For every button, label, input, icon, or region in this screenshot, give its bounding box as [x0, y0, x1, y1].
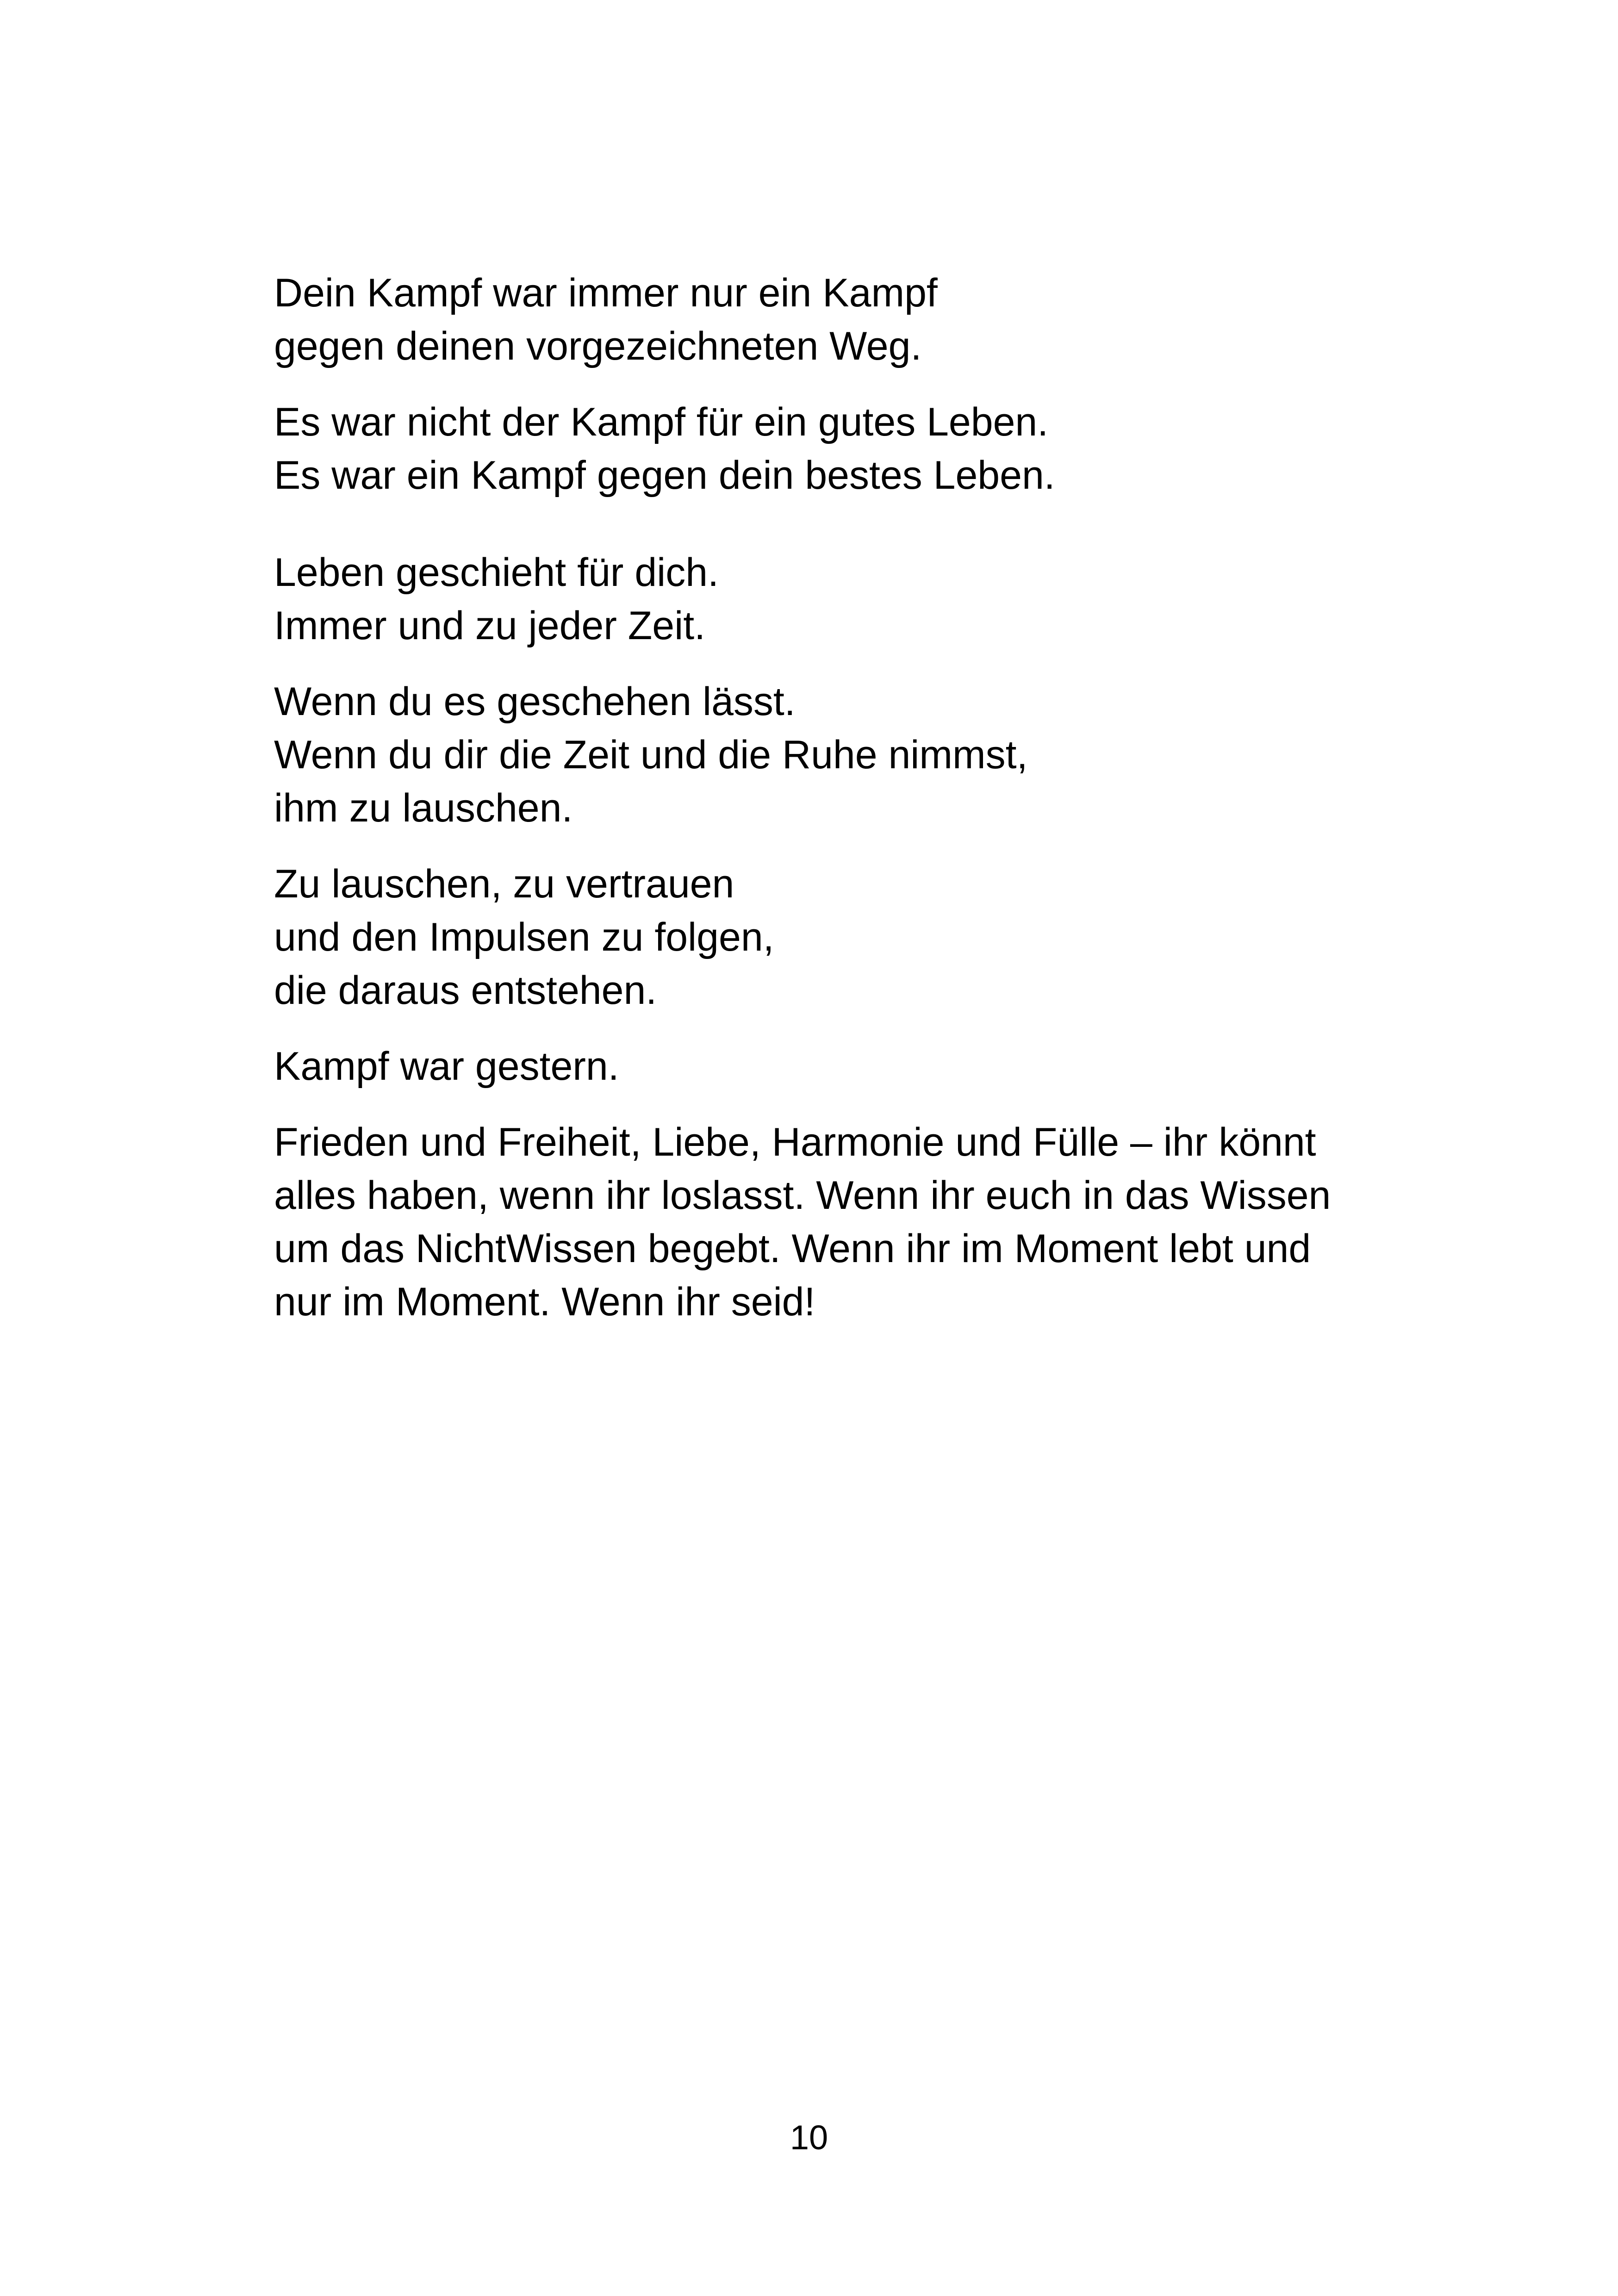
poem-line: Immer und zu jeder Zeit. [274, 604, 706, 648]
page-number: 10 [790, 2118, 828, 2157]
poem-line: nur im Moment. Wenn ihr seid! [274, 1280, 815, 1324]
stanza [274, 1116, 1357, 1329]
stanza [274, 675, 1357, 835]
poem-line: Wenn du dir die Zeit und die Ruhe nimmst, [274, 733, 1028, 777]
poem-line: Es war nicht der Kampf für ein gutes Leben. [274, 400, 1049, 444]
stanza [274, 1040, 1357, 1093]
poem-line: die daraus entstehen. [274, 968, 657, 1013]
poem-line: Wenn du es geschehen lässt. [274, 679, 796, 724]
stanza [274, 396, 1357, 502]
poem-line: Zu lauschen, zu vertrauen [274, 862, 734, 906]
stanza [274, 546, 1357, 653]
poem-line: um das NichtWissen begebt. Wenn ihr im Moment lebt und [274, 1226, 1311, 1271]
poem-line: Kampf war gestern. [274, 1044, 619, 1089]
poem-text [274, 267, 1357, 1329]
poem-line: gegen deinen vorgezeichneten Weg. [274, 324, 922, 368]
poem-line: Es war ein Kampf gegen dein bestes Leben. [274, 453, 1055, 498]
poem-line: Frieden und Freiheit, Liebe, Harmonie und Fülle – ihr könnt [274, 1120, 1316, 1164]
stanza [274, 267, 1357, 373]
stanza [274, 858, 1357, 1017]
poem-line: Leben geschieht für dich. [274, 550, 719, 595]
poem-line: ihm zu lauschen. [274, 786, 573, 830]
poem-line: alles haben, wenn ihr loslasst. Wenn ihr euch in das Wissen [274, 1173, 1331, 1218]
poem-line: Dein Kampf war immer nur ein Kampf [274, 271, 938, 315]
poem-line: und den Impulsen zu folgen, [274, 915, 774, 959]
